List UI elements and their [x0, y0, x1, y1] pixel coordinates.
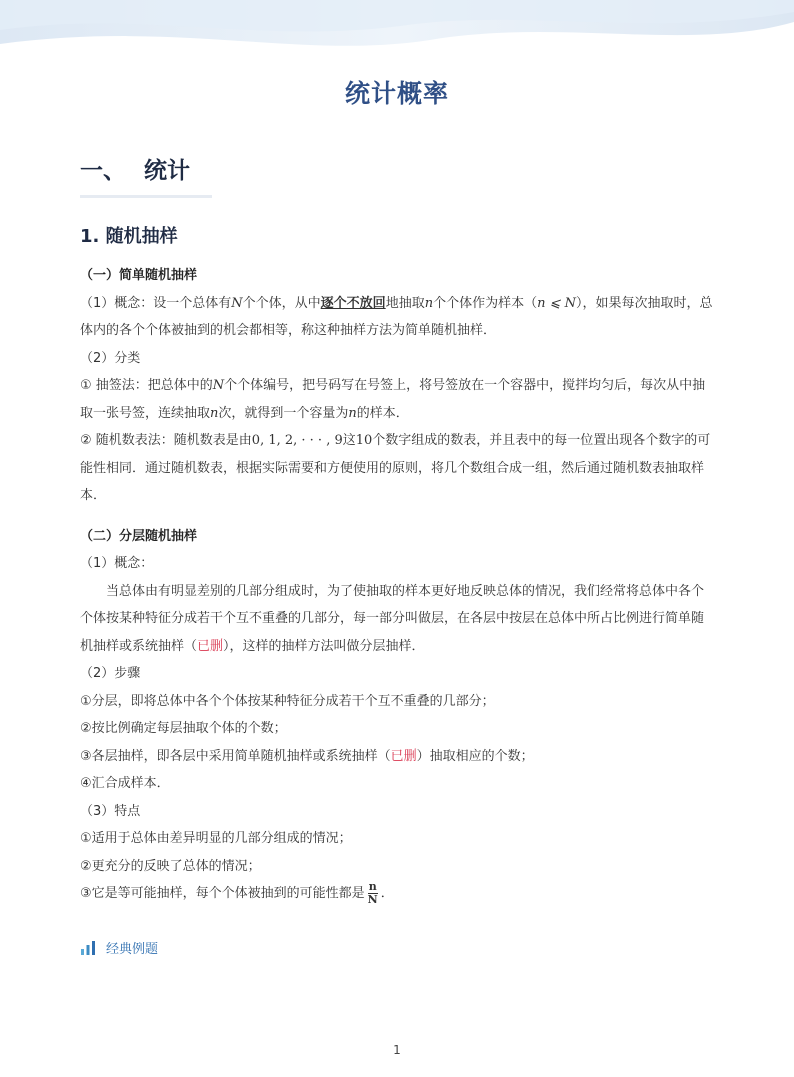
features-heading: （3）特点 — [80, 803, 141, 819]
document-body — [80, 262, 716, 908]
classic-examples-text: 经典例题 — [106, 942, 159, 957]
part2-concept: 当总体由有明显差别的几部分组成时，为了使抽取的样本更好地反映总体的情况，我们经常将总体中各个个体按某种特征分成若干个互不重叠的几部分，每一部分叫做层，在各层中按层在总体中所占比例进行简单随机抽样或系统抽样（已删），这样的抽样方法叫做分层抽样． — [80, 583, 705, 654]
bar-chart-icon — [80, 941, 96, 955]
steps-heading: （2）步骤 — [80, 666, 141, 681]
header-wave-decoration — [0, 0, 794, 58]
random-table-method: ② 随机数表法：随机数表是由0, 1, 2, · · · , 9这10个数字组成的数表，并且表中的每一位置出现各个数字的可能性相同．通过随机数表，根据实际需要和方便使用的原则，将几个数组合成一组，然后通过随机数表抽取样本． — [80, 433, 711, 503]
section-heading — [80, 152, 190, 185]
page-title: 统计概率 — [344, 79, 449, 108]
deleted-note: 已删 — [197, 638, 224, 654]
section-underline — [80, 195, 212, 198]
part1-class-heading: （2）分类 — [80, 350, 141, 366]
classic-examples-label — [80, 938, 158, 957]
fraction-n-over-N: $\frac{n}{N}$ — [367, 880, 378, 906]
feature-3: ③它是等可能抽样，每个个体被抽到的可能性都是 $\frac{n}{N}$ ． — [80, 880, 394, 906]
part2-concept-heading: （1）概念： — [80, 556, 154, 571]
step-3: ③各层抽样，即各层中采用简单随机抽样或系统抽样（已删）抽取相应的个数； — [80, 748, 534, 764]
feature-1: ①适用于总体由差异明显的几部分组成的情况； — [80, 831, 352, 846]
emphasis-text: 逐个不放回 — [320, 295, 386, 311]
step-1: ①分层，即将总体中各个个体按某种特征分成若干个互不重叠的几部分； — [80, 693, 495, 709]
section-number: 一、 — [80, 158, 126, 184]
feature-2: ②更充分的反映了总体的情况； — [80, 858, 261, 874]
section-label: 统计 — [144, 158, 190, 184]
step-2: ②按比例确定每层抽取个体的个数； — [80, 721, 287, 736]
subsection-heading: 1. 随机抽样 — [80, 226, 178, 247]
part2-heading: （二）分层随机抽样 — [80, 528, 198, 544]
part1-heading: （一）简单随机抽样 — [80, 268, 198, 283]
page-number: 1 — [393, 1043, 401, 1057]
deleted-note: 已删 — [390, 748, 417, 764]
lottery-method: ① 抽签法：把总体中的N个个体编号，把号码写在号签上，将号签放在一个容器中，搅拌均匀后，每次从中抽取一张号签，连续抽取n次，就得到一个容量为n的样本． — [80, 378, 706, 421]
step-4: ④汇合成样本． — [80, 776, 170, 791]
part1-concept: （1）概念：设一个总体有N个个体，从中逐个不放回地抽取n个个体作为样本（n ⩽ N），如果每次抽取时，总体内的各个个体被抽到的机会都相等，称这种抽样方法为简单随机抽样． — [80, 295, 713, 338]
